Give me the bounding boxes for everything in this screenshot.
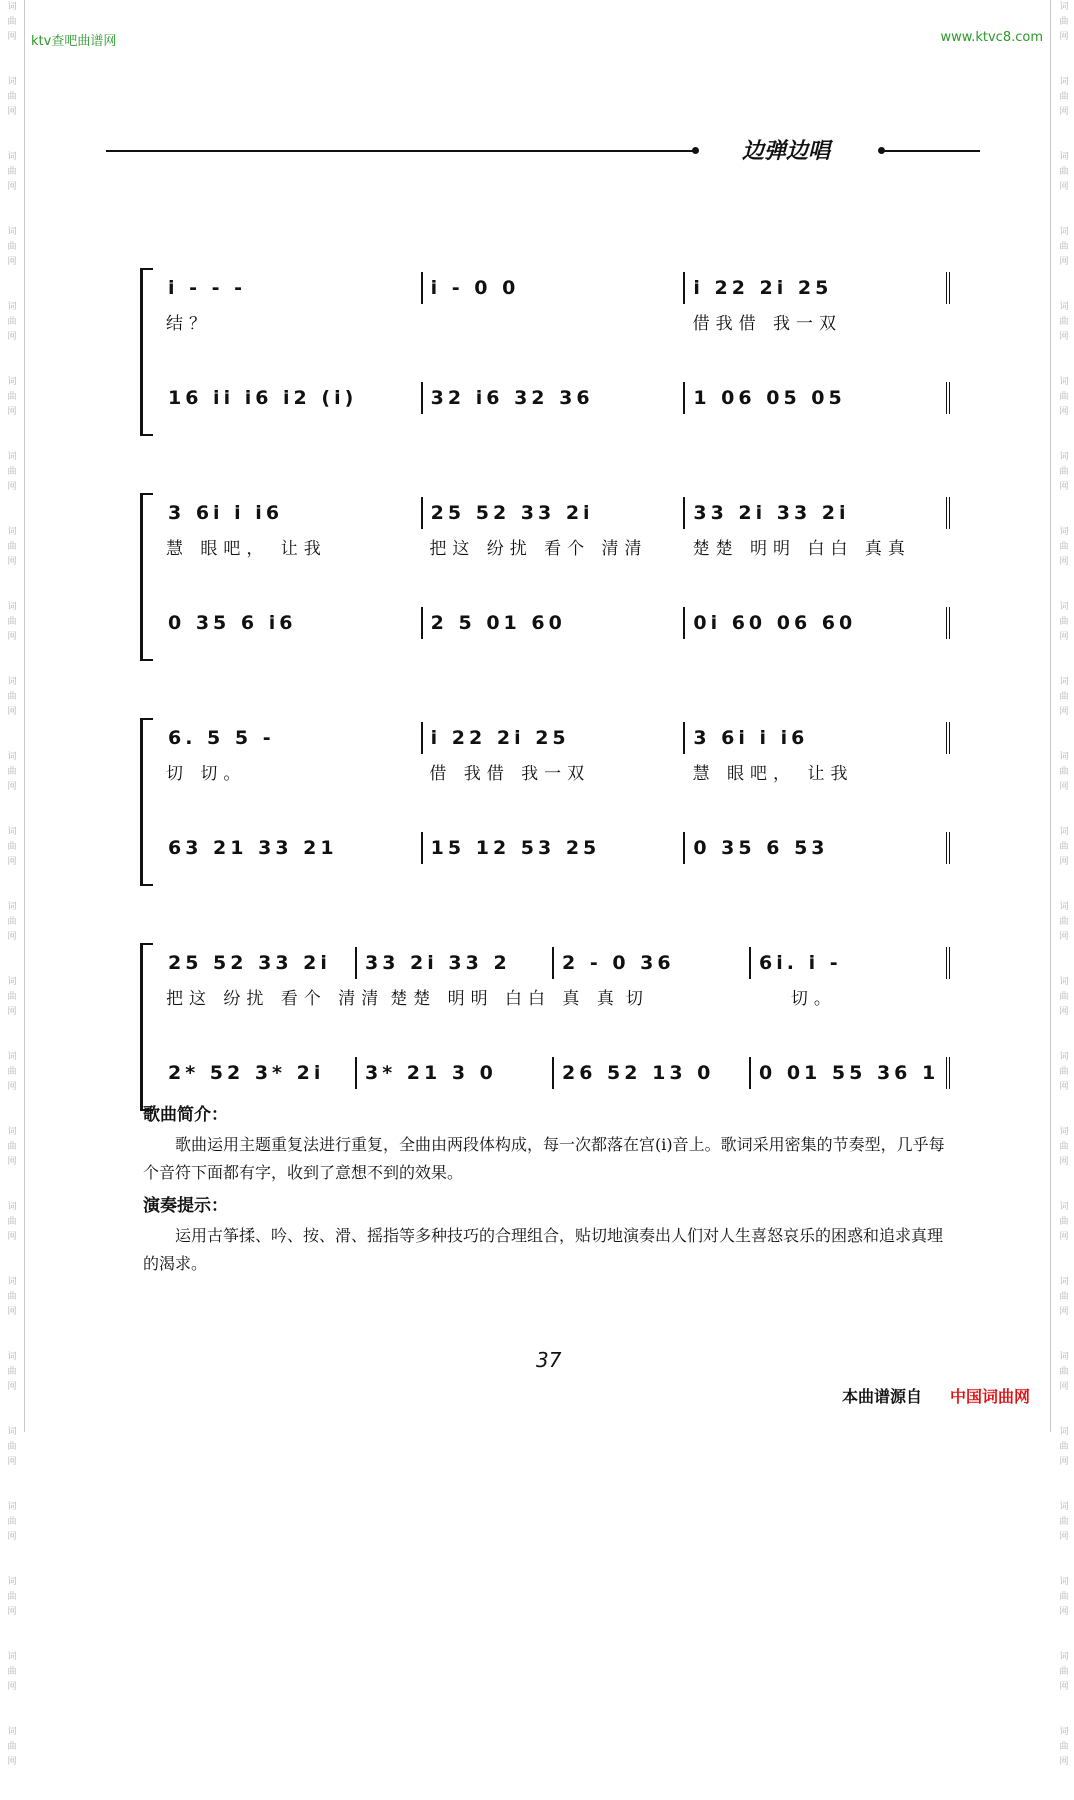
- measure: 25 52 33 2i: [423, 497, 686, 529]
- lyric-segment: 切 切。: [166, 764, 247, 784]
- lyric-segment: 把这 纷扰 看个 清清: [429, 539, 648, 559]
- header-rule-right: [884, 150, 980, 152]
- lyric-segment: 结？: [166, 314, 212, 334]
- lyric-segment: 楚楚 明明 白白 真 真: [390, 989, 620, 1009]
- measure: 0 35 6 i6: [160, 607, 423, 639]
- measure: i 22 2i 25: [685, 272, 950, 304]
- lyric-segment: 把这 纷扰 看个 清清: [166, 989, 385, 1009]
- system-brace: [140, 718, 153, 886]
- tips-heading: 演奏提示：: [143, 1196, 228, 1216]
- lyrics-line: [160, 760, 950, 788]
- page-number: 37: [536, 1348, 562, 1372]
- lyric-segment: 借我借 我一双: [692, 314, 843, 334]
- system-brace: [140, 268, 153, 436]
- score-system: [140, 937, 950, 1117]
- measure: 6. 5 5 -: [160, 722, 423, 754]
- score-system: [140, 712, 950, 892]
- tips-text: 运用古筝揉、吟、按、滑、摇指等多种技巧的合理组合，贴切地演奏出人们对人生喜怒哀乐的困惑和追求真理的渴求。: [143, 1226, 944, 1273]
- melody-staff: [160, 497, 950, 529]
- measure: 1 06 05 05: [685, 382, 950, 414]
- measure: 33 2i 33 2i: [685, 497, 950, 529]
- measure: 63 21 33 21: [160, 832, 423, 864]
- measure: 3 6i i i6: [685, 722, 950, 754]
- header-rule-dot: [692, 147, 699, 154]
- measure: i - 0 0: [423, 272, 686, 304]
- lyric-segment: 慧 眼吧， 让我: [692, 764, 854, 784]
- site-watermark-left: ktv查吧曲谱网: [31, 34, 117, 49]
- left-margin-rule: [24, 0, 25, 1432]
- lyric-segment: 切: [625, 989, 649, 1009]
- system-brace: [140, 943, 153, 1111]
- measure: 6i. i -: [751, 947, 950, 979]
- measure: 16 ii i6 i2 (i): [160, 382, 423, 414]
- accompaniment-staff: [160, 832, 950, 864]
- lyric-segment: 楚楚 明明 白白 真真: [692, 539, 911, 559]
- measure: 26 52 13 0: [554, 1057, 751, 1089]
- measure: 0 35 6 53: [685, 832, 950, 864]
- jianpu-score: [140, 262, 950, 1162]
- melody-staff: [160, 722, 950, 754]
- melody-staff: [160, 947, 950, 979]
- measure: i 22 2i 25: [423, 722, 686, 754]
- lyric-segment: 慧 眼吧， 让我: [166, 539, 327, 559]
- measure: 2* 52 3* 2i: [160, 1057, 357, 1089]
- intro-text: 歌曲运用主题重复法进行重复，全曲由两段体构成，每一次都落在宫(i)音上。歌词采用密集的节奏型，几乎每个音符下面都有字，收到了意想不到的效果。: [143, 1135, 945, 1182]
- site-watermark-right: www.ktvc8.com: [940, 30, 1043, 45]
- song-notes: [143, 1096, 958, 1282]
- lyric-segment: 切。: [790, 989, 837, 1009]
- measure: 25 52 33 2i: [160, 947, 357, 979]
- score-system: [140, 262, 950, 442]
- lyrics-line: [160, 985, 950, 1013]
- measure: 0i 60 06 60: [685, 607, 950, 639]
- header-rule-left: [106, 150, 696, 152]
- intro-heading: 歌曲简介：: [143, 1105, 228, 1125]
- system-brace: [140, 493, 153, 661]
- melody-staff: [160, 272, 950, 304]
- lyrics-line: [160, 535, 950, 563]
- side-watermark: 词 曲 网 词 曲 网 词 曲 网 词 曲 网 词 曲 网 词 曲 网 词 曲 网 词 曲 网 词 曲 网 词 曲 网 词 曲 网 词 曲 网 词 曲 网 词 曲 网 词 曲 网 词 曲 网 词 曲 网 词 曲 网 词 曲 网 词 曲 网 词 曲 网 词 曲 网 词 曲 网 词 曲 网: [1059, 2, 1069, 1767]
- accompaniment-staff: [160, 607, 950, 639]
- measure: 33 2i 33 2: [357, 947, 554, 979]
- measure: 15 12 53 25: [423, 832, 686, 864]
- lyrics-line: [160, 310, 950, 338]
- accompaniment-staff: [160, 1057, 950, 1089]
- measure: 3 6i i i6: [160, 497, 423, 529]
- measure: 3* 21 3 0: [357, 1057, 554, 1089]
- measure: i - - -: [160, 272, 423, 304]
- accompaniment-staff: [160, 382, 950, 414]
- footer-source-label: 本曲谱源自: [842, 1387, 923, 1406]
- right-margin-rule: [1050, 0, 1051, 1432]
- measure: 2 - 0 36: [554, 947, 751, 979]
- measure: 0 01 55 36 1: [751, 1057, 950, 1089]
- measure: 32 i6 32 36: [423, 382, 686, 414]
- footer-site-name: 中国词曲网: [950, 1387, 1031, 1406]
- lyric-segment: 借 我借 我一双: [429, 764, 591, 784]
- side-watermark: 词 曲 网 词 曲 网 词 曲 网 词 曲 网 词 曲 网 词 曲 网 词 曲 网 词 曲 网 词 曲 网 词 曲 网 词 曲 网 词 曲 网 词 曲 网 词 曲 网 词 曲 网 词 曲 网 词 曲 网 词 曲 网 词 曲 网 词 曲 网 词 曲 网 词 曲 网 词 曲 网 词 曲 网: [7, 2, 17, 1767]
- measure: 2 5 01 60: [423, 607, 686, 639]
- score-system: [140, 487, 950, 667]
- lyric-segment: [423, 310, 686, 338]
- section-title: 边弹边唱: [742, 138, 831, 164]
